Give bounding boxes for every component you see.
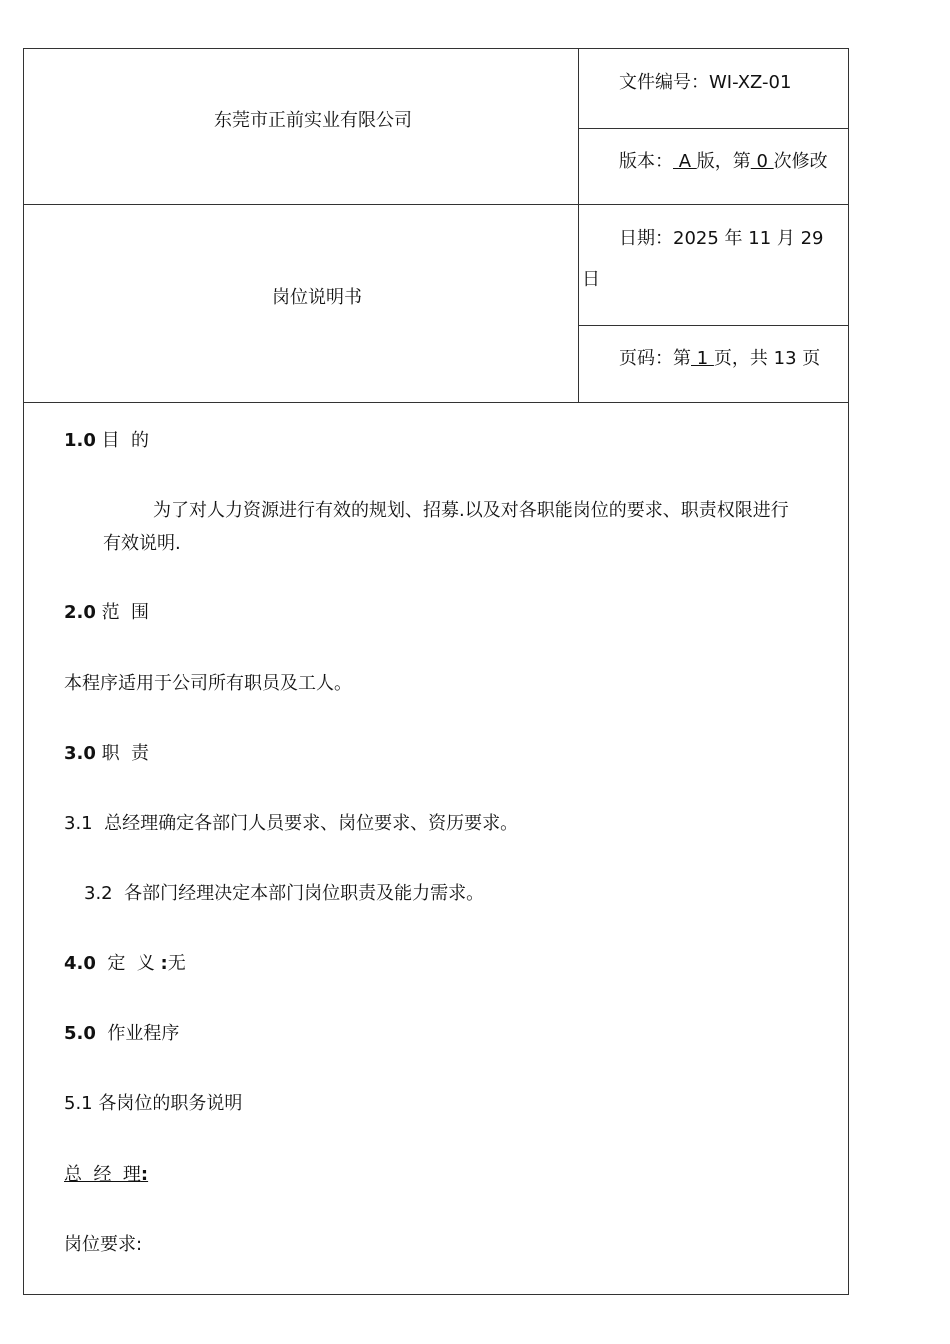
section-5-title: 作业程序 bbox=[95, 1023, 180, 1044]
section-4-heading bbox=[64, 953, 186, 975]
section-3-2-text: 3.2 各部门经理决定本部门岗位职责及能力需求。 bbox=[84, 883, 485, 904]
revision-value: 0 bbox=[750, 151, 774, 172]
section-3-number: 3.0 bbox=[64, 743, 96, 764]
section-5-heading bbox=[64, 1023, 179, 1045]
general-manager-colon: : bbox=[140, 1164, 149, 1185]
date-line-1: 日期：2025 年 11 月 29 bbox=[619, 228, 824, 249]
job-requirements-label: 岗位要求: bbox=[64, 1234, 143, 1255]
section-3-heading bbox=[64, 743, 149, 765]
section-2-heading bbox=[64, 602, 149, 624]
document-title: 岗位说明书 bbox=[272, 287, 362, 308]
page-value: 1 bbox=[691, 348, 714, 369]
section-2-title: 范 围 bbox=[95, 602, 150, 623]
section-5-1-text: 5.1 各岗位的职务说明 bbox=[64, 1093, 243, 1114]
section-1-number: 1.0 bbox=[64, 430, 96, 451]
version-suffix: 次修改 bbox=[773, 151, 828, 172]
page-suffix: 页，共 13 页 bbox=[713, 348, 821, 369]
section-1-title: 目 的 bbox=[95, 430, 150, 451]
section-1-heading bbox=[64, 430, 149, 452]
date-line-2: 日 bbox=[582, 269, 600, 290]
general-manager-text: 总 经 理 bbox=[64, 1164, 141, 1185]
section-3-1-text: 3.1 总经理确定各部门人员要求、岗位要求、资历要求。 bbox=[64, 813, 519, 834]
section-2-number: 2.0 bbox=[64, 602, 96, 623]
page-prefix: 页码：第 bbox=[619, 348, 691, 369]
section-3-title: 职 责 bbox=[95, 743, 150, 764]
section-2-text: 本程序适用于公司所有职员及工人。 bbox=[64, 673, 352, 694]
version-line bbox=[619, 151, 828, 173]
header-divider-right2 bbox=[578, 325, 849, 326]
header-divider-right1 bbox=[578, 128, 849, 129]
company-name: 东莞市正前实业有限公司 bbox=[214, 110, 412, 131]
section-1-text-line2: 有效说明. bbox=[103, 533, 181, 554]
general-manager-label bbox=[64, 1164, 148, 1186]
section-4-colon: : bbox=[160, 953, 168, 974]
file-number: 文件编号：WI-XZ-01 bbox=[619, 72, 792, 93]
section-1-text-line1: 为了对人力资源进行有效的规划、招募.以及对各职能岗位的要求、职责权限进行 bbox=[153, 500, 789, 521]
section-5-number: 5.0 bbox=[64, 1023, 96, 1044]
section-4-value: 无 bbox=[167, 953, 186, 974]
version-prefix: 版本： bbox=[619, 151, 673, 172]
header-divider-vertical bbox=[578, 48, 579, 402]
version-mid: 版，第 bbox=[696, 151, 751, 172]
header-bottom-border bbox=[23, 402, 849, 403]
header-divider-row1 bbox=[23, 204, 849, 205]
page-number-line bbox=[619, 348, 820, 370]
section-4-number: 4.0 bbox=[64, 953, 96, 974]
version-value: A bbox=[673, 151, 697, 172]
section-4-title: 定 义 bbox=[95, 953, 161, 974]
